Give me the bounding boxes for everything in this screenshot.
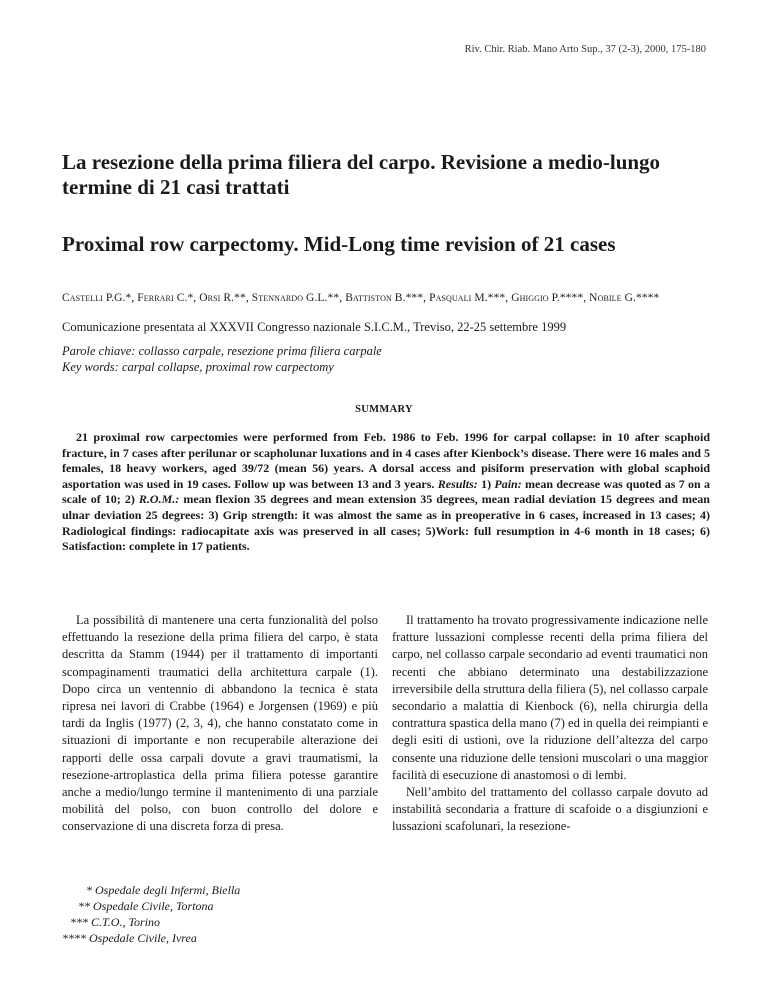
affiliation: *** C.T.O., Torino	[70, 915, 161, 929]
author-name: Nobile G.	[589, 292, 636, 304]
body-column-right	[392, 612, 708, 836]
title-english: Proximal row carpectomy. Mid-Long time revision of 21 cases	[62, 232, 616, 256]
summary-heading: SUMMARY	[355, 404, 413, 415]
affiliation: * Ospedale degli Infermi, Biella	[86, 883, 241, 897]
author-mark: **	[327, 292, 340, 304]
journal-reference: Riv. Chir. Riab. Mano Arto Sup., 37 (2-3), 2000, 175-180	[464, 44, 706, 55]
pain-label: Pain:	[494, 476, 522, 491]
keywords-italian: Parole chiave: collasso carpale, resezione prima filiera carpale	[62, 344, 382, 358]
author-mark: **	[234, 292, 246, 304]
body-column-left	[62, 612, 378, 836]
keywords-english: Key words: carpal collapse, proximal row carpectomy	[62, 360, 334, 374]
author-name: Pasquali M.	[429, 292, 488, 304]
author-mark: ****	[635, 292, 660, 304]
summary-text-part: mean flexion 35 degrees and mean extension 35 degrees, mean radial deviation 15 degrees and mean ulnar deviation 25 degrees: 3) Grip strength: it was almost the same as in preoperative in 6 cases, increased in 13 cases; 4) Radiological findings: radiocapitate axis was preserved in all cases; 5)Work: full resumption in 4-6 month in 18 cases; 6) Satisfaction: complete in 17 patients.	[62, 492, 710, 554]
affiliation: **** Ospedale Civile, Ivrea	[62, 931, 197, 945]
body-paragraph: Nell’ambito del trattamento del collasso carpale dovuto ad instabilità secondaria a fratture di scafoide o a disgiunzioni e lussazioni scafolunari, la resezione-	[392, 785, 708, 834]
author-list: Castelli P.G.*, Ferrari C.*, Orsi R.**, Stennardo G.L.**, Battiston B.***, Pasquali M.***, Ghiggio P.****, Nobile G.****	[62, 292, 660, 304]
rom-label: R.O.M.:	[138, 492, 180, 507]
summary-text-part: 1)	[477, 476, 495, 491]
author-mark: *	[187, 292, 194, 304]
author-mark: ***	[487, 292, 506, 304]
summary-text-part: 21 proximal row carpectomies were performed from Feb. 1986 to Feb. 1996 for carpal collapse: in 10 after scaphoid fracture, in 7 cases after perilunar or scapholunar luxations and in 4 cases after Kienbock’s disease. There were 16 males and 5 females, 18 heavy workers, aged 39/72 (mean 56) years. A dorsal access and pisiform preservation with global scaphoid asportation was used in 19 cases. Follow up was between 13 and 3 years.	[62, 430, 710, 491]
author-name: Castelli P.G.	[62, 292, 126, 304]
affiliation: ** Ospedale Civile, Tortona	[78, 899, 214, 913]
author-name: Stennardo G.L.	[251, 292, 328, 304]
body-paragraph: Il trattamento ha trovato progressivamente indicazione nelle fratture lussazioni complesse recenti della prima filiera del carpo, nel collasso carpale secondario ad eventi traumatici non recenti che abbiano determinato una destabilizzazione irreversibile della struttura della filiera (5), nel collasso carpale secondario a malattia di Kienbock (6), nella chirurgia della contrattura spastica della mano (7) ed in quella dei reimpianti e degli esiti di ustioni, ove la riduzione dell’altezza del carpo consente una riduzione delle tensioni muscolari o una maggior facilità di esecuzione di anastomosi o di lembi.	[392, 613, 708, 782]
title-italian: La resezione della prima filiera del carpo. Revisione a medio-lungo termine di 21 casi trattati	[62, 150, 661, 199]
results-label: Results:	[437, 476, 478, 491]
summary-text-part: mean decrease was quoted as 7 on a scale of 10; 2)	[62, 476, 710, 507]
author-name: Orsi R.	[199, 292, 235, 304]
author-name: Ferrari C.	[137, 292, 188, 304]
conference-note: Comunicazione presentata al XXXVII Congresso nazionale S.I.C.M., Treviso, 22-25 settembre 1999	[62, 320, 567, 334]
affiliations	[62, 882, 362, 946]
author-mark: *	[125, 292, 132, 304]
author-name: Battiston B.	[345, 292, 406, 304]
keywords	[62, 343, 722, 375]
author-mark: ***	[405, 292, 424, 304]
body-paragraph: La possibilità di mantenere una certa funzionalità del polso effettuando la resezione della prima filiera del carpo, è stata descritta da Stamm (1944) per il trattamento di importanti scompaginamenti traumatici della architettura carpale (1). Dopo circa un ventennio di abbandono la tecnica è stata ripresa nei lavori di Crabbe (1964) e Jorgensen (1969) e più tardi da Inglis (1977) (2, 3, 4), che hanno constatato come in situazioni di importante e non recuperabile alterazione dei rapporti delle ossa carpali dovute a gravi traumatismi, la resezione-artroplastica della prima filiera potesse garantire anche a medio/lungo termine il mantenimento di una parziale mobilità del polso, con buon controllo del dolore e conservazione di una discreta forza di presa.	[62, 613, 378, 834]
summary-abstract	[62, 430, 710, 555]
author-name: Ghiggio P.	[511, 292, 560, 304]
author-mark: ****	[559, 292, 584, 304]
